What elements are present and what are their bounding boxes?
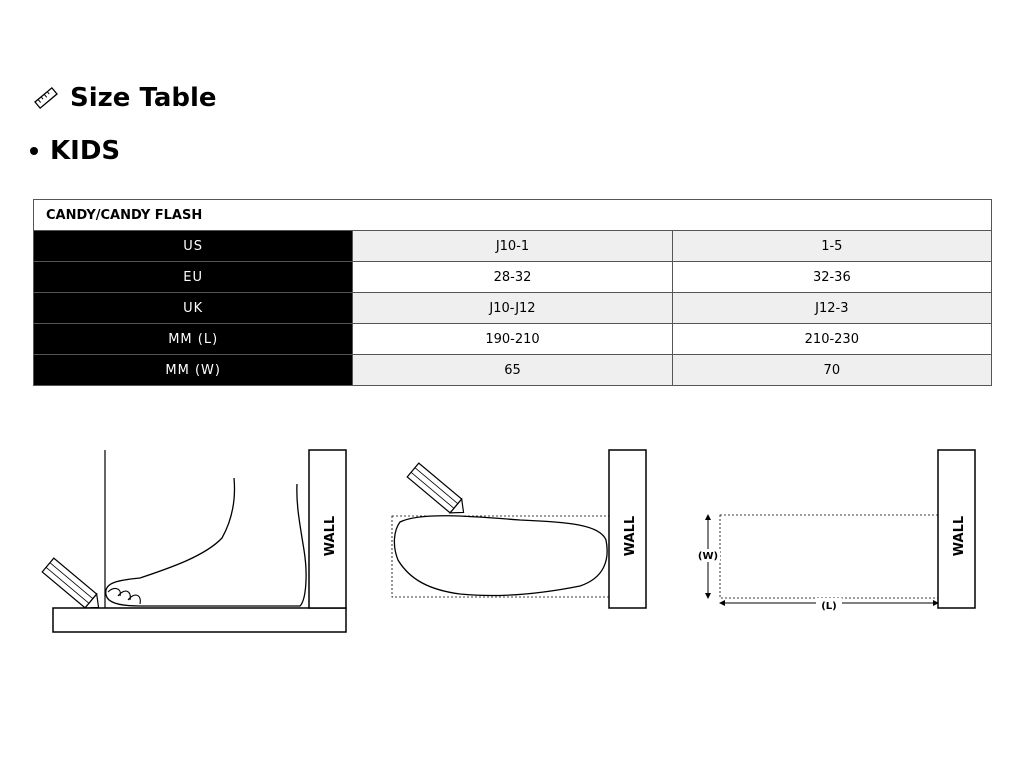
- row-label-eu: EU: [34, 262, 353, 293]
- floor-board: [53, 608, 346, 632]
- arrow-head-icon: [705, 514, 711, 520]
- table-cell: 28-32: [353, 262, 672, 293]
- pencil-icon: [407, 463, 469, 519]
- table-row: [34, 324, 992, 355]
- foot-sole-outline: [394, 516, 607, 596]
- length-label: (L): [821, 601, 837, 612]
- row-label-us: US: [34, 231, 353, 262]
- size-table: [33, 199, 992, 386]
- foot-outline: [106, 478, 306, 606]
- width-label: (W): [697, 551, 719, 562]
- table-cell: 32-36: [672, 262, 991, 293]
- table-cell: 70: [672, 355, 991, 386]
- table-row: [34, 293, 992, 324]
- table-row: [34, 262, 992, 293]
- dimension-diagram: [696, 450, 975, 612]
- page-title-text: Size Table: [70, 83, 217, 113]
- pencil-icon: [42, 558, 104, 614]
- table-cell: 210-230: [672, 324, 991, 355]
- row-label-uk: UK: [34, 293, 353, 324]
- table-cell: J10-J12: [353, 293, 672, 324]
- ruler-icon: [34, 86, 58, 110]
- bullet-icon: [30, 147, 38, 155]
- row-label-mm-width: MM (W): [34, 355, 353, 386]
- table-caption: CANDY/CANDY FLASH: [34, 200, 992, 231]
- table-row: [34, 231, 992, 262]
- table-cell: 190-210: [353, 324, 672, 355]
- section-heading: [30, 136, 120, 166]
- row-label-mm-length: MM (L): [34, 324, 353, 355]
- dotted-outline: [720, 515, 938, 598]
- top-view-diagram: [392, 450, 646, 608]
- arrow-head-icon: [719, 600, 725, 606]
- measurement-diagrams: [0, 440, 1024, 650]
- page-title: [34, 80, 217, 116]
- table-cell: 1-5: [672, 231, 991, 262]
- side-view-diagram: [42, 450, 346, 632]
- table-cell: J12-3: [672, 293, 991, 324]
- table-caption-row: [34, 200, 992, 231]
- wall-label: WALL: [323, 515, 338, 557]
- section-title: KIDS: [50, 136, 121, 166]
- arrow-head-icon: [705, 593, 711, 599]
- table-cell: J10-1: [353, 231, 672, 262]
- table-cell: 65: [353, 355, 672, 386]
- table-row: [34, 355, 992, 386]
- wall-label: WALL: [623, 515, 638, 557]
- wall-label: WALL: [952, 515, 967, 557]
